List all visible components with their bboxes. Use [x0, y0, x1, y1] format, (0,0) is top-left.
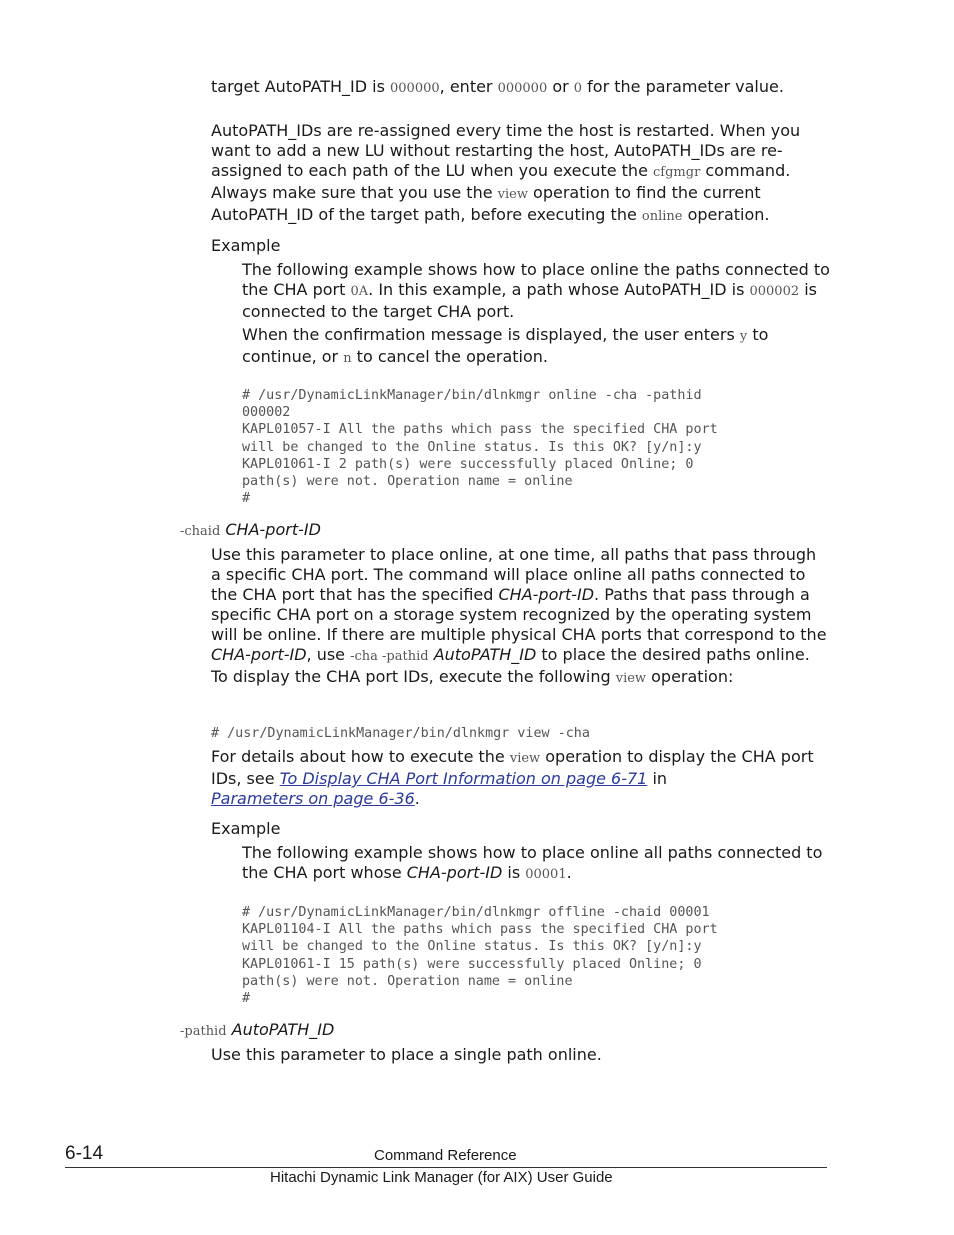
chaid-description: Use this parameter to place online, at one time, all paths that pass through a specific CHA port. The command will place online all paths connected to the CHA port that has the specified CHA-port-ID. Paths that pass through a specific CHA port on a storage system recognized by the operating system will be online. If there are multiple physical CHA ports that correspond to the CHA-port-ID, use -cha -pathid AutoPATH_ID to place the desired paths online. To display the CHA port IDs, execute the following view operation: — [211, 545, 827, 686]
link-display-cha-port-info[interactable]: To Display CHA Port Information on page 6-71 — [279, 769, 648, 788]
page-number: 6-14 — [65, 1143, 104, 1164]
chaid-details: For details about how to execute the view operation to display the CHA port IDs, see To Display CHA Port Information on page 6-71 in Parameters on page 6-36. — [211, 747, 814, 808]
code-block-offline-chaid: # /usr/DynamicLinkManager/bin/dlnkmgr offline -chaid 00001 KAPL01104-I All the paths which pass the specified CHA port will be changed to the Online status. Is this OK? [y/n]:y KAPL01061-I 15 path(s) were successfully placed Online; 0 path(s) were not. Operation name = online # — [242, 905, 718, 1007]
example-label-2: Example — [211, 819, 281, 838]
link-parameters[interactable]: Parameters on page 6-36 — [211, 789, 415, 808]
footer-divider — [65, 1167, 827, 1168]
example-label: Example — [211, 236, 281, 255]
paragraph-autopath-reassign: AutoPATH_IDs are re-assigned every time the host is restarted. When you want to add a new LU without restarting the host, AutoPATH_IDs are re-assigned to each path of the LU when you execute the cfgmgr command. Always make sure that you use the view operation to find the current AutoPATH_ID of the target path, before executing the online operation. — [211, 121, 801, 224]
pathid-description: Use this parameter to place a single path online. — [211, 1045, 602, 1064]
footer-guide-title: Hitachi Dynamic Link Manager (for AIX) User Guide — [270, 1169, 613, 1186]
footer-section-title: Command Reference — [374, 1147, 517, 1164]
option-chaid: -chaid CHA-port-ID — [180, 520, 321, 539]
example-description: The following example shows how to place online the paths connected to the CHA port 0A. In this example, a path whose AutoPATH_ID is 000002 is connected to the target CHA port. — [242, 260, 830, 321]
example-confirmation-note: When the confirmation message is displayed, the user enters y to continue, or n to cancel the operation. — [242, 325, 769, 366]
paragraph-autopath-value: target AutoPATH_ID is 000000, enter 000000 or 0 for the parameter value. — [211, 77, 784, 96]
code-view-cha: # /usr/DynamicLinkManager/bin/dlnkmgr view -cha — [211, 726, 590, 741]
option-pathid: -pathid AutoPATH_ID — [180, 1020, 335, 1039]
code-block-online-pathid: # /usr/DynamicLinkManager/bin/dlnkmgr online -cha -pathid 000002 KAPL01057-I All the paths which pass the specified CHA port will be changed to the Online status. Is this OK? [y/n]:y KAPL01061-I 2 path(s) were successfully placed Online; 0 path(s) were not. Operation name = online # — [242, 388, 718, 507]
example-description-2: The following example shows how to place online all paths connected to the CHA port whose CHA-port-ID is 00001. — [242, 843, 823, 882]
